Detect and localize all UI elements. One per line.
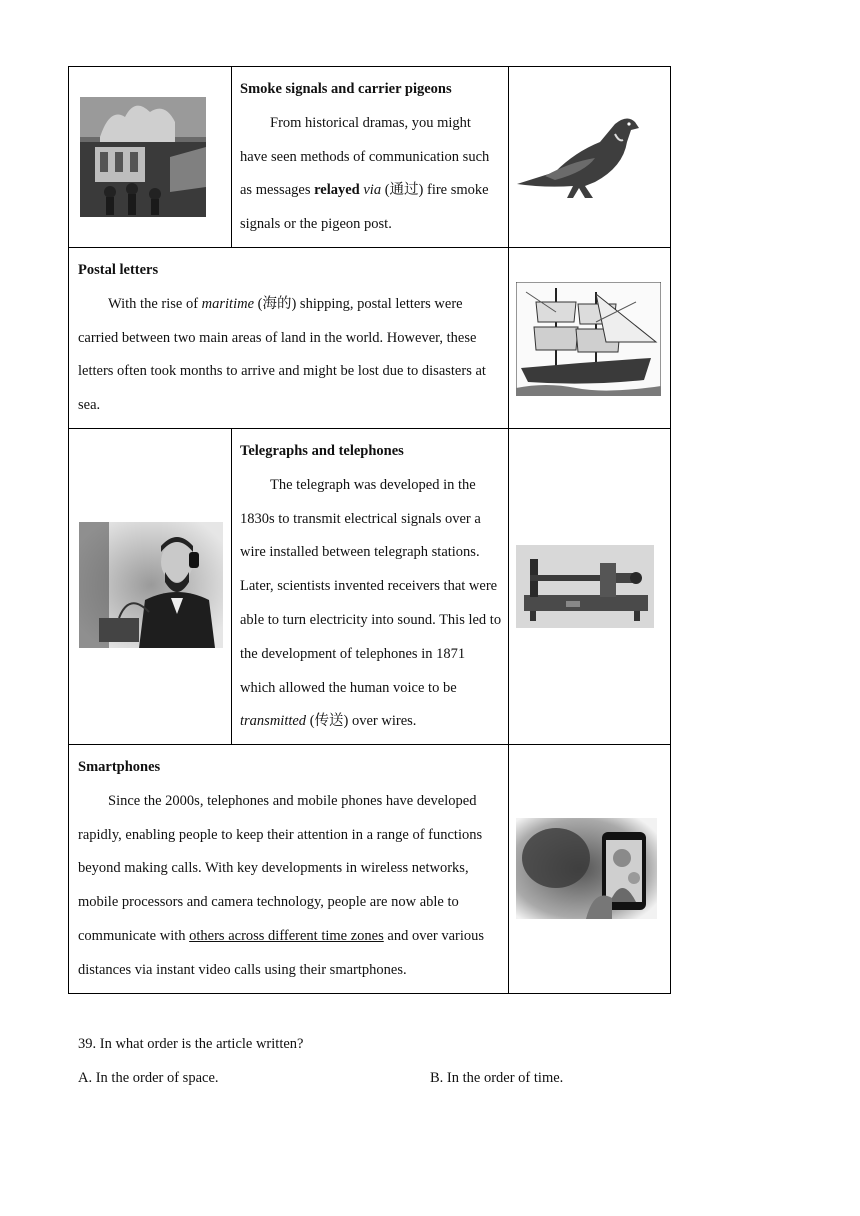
underlined-term: others across different time zones [189,927,384,944]
sailing-ship-drawing [516,282,661,396]
telegraph-key-photo [516,545,654,628]
option-a[interactable]: A. In the order of space. [78,1070,219,1086]
paragraph-text: With the rise of [108,295,202,312]
row-2-text [78,254,502,423]
smartphone-video-call-photo [516,818,657,919]
paragraph-text: Since the 2000s, telephones and mobile phones have developed rapidly, enabling people to keep their attention in a range of functions beyond making calls. With key developments in wireless networks, mobile processors and camera technology, people are now able to communicate with [78,792,483,944]
row-1-text [240,73,500,242]
paragraph-text: The telegraph was developed in the 1830s to transmit electrical signals over a wire installed between telegraph stations. Later, scientists invented receivers that were able to turn electricity into sound. This led to the development of telephones in 1871 which allowed the human voice to be [240,476,502,696]
option-b[interactable]: B. In the order of time. [430,1070,564,1086]
question-stem: 39. In what order is the article written? [78,1036,304,1052]
italic-term: via [363,182,382,199]
paragraph-text: (传送) over wires. [306,713,417,730]
paragraph-text: (海的) shipping, postal letters were carried between two main areas of land in the world. However, these letters often took months to arrive and might be lost due to disasters at sea. [78,295,486,414]
man-on-telephone-photo [79,522,223,648]
row-3-text [240,435,502,739]
bold-term: relayed [314,182,360,199]
row-4-text [78,751,506,988]
section-title: Telegraphs and telephones [240,443,404,459]
smoke-signal-photo [80,97,206,217]
section-title: Smoke signals and carrier pigeons [240,81,452,97]
paragraph-text: From historical dramas, you might have seen methods of communication such as messages [240,114,490,199]
section-title: Postal letters [78,262,159,278]
pigeon-drawing [515,112,643,200]
paragraph-text: (通过) fire smoke signals or the pigeon post. [240,182,489,233]
italic-term: maritime [201,295,255,312]
section-title: Smartphones [78,759,161,775]
italic-term: transmitted [240,713,307,730]
paragraph-text: and over various distances via instant video calls using their smartphones. [78,927,485,978]
